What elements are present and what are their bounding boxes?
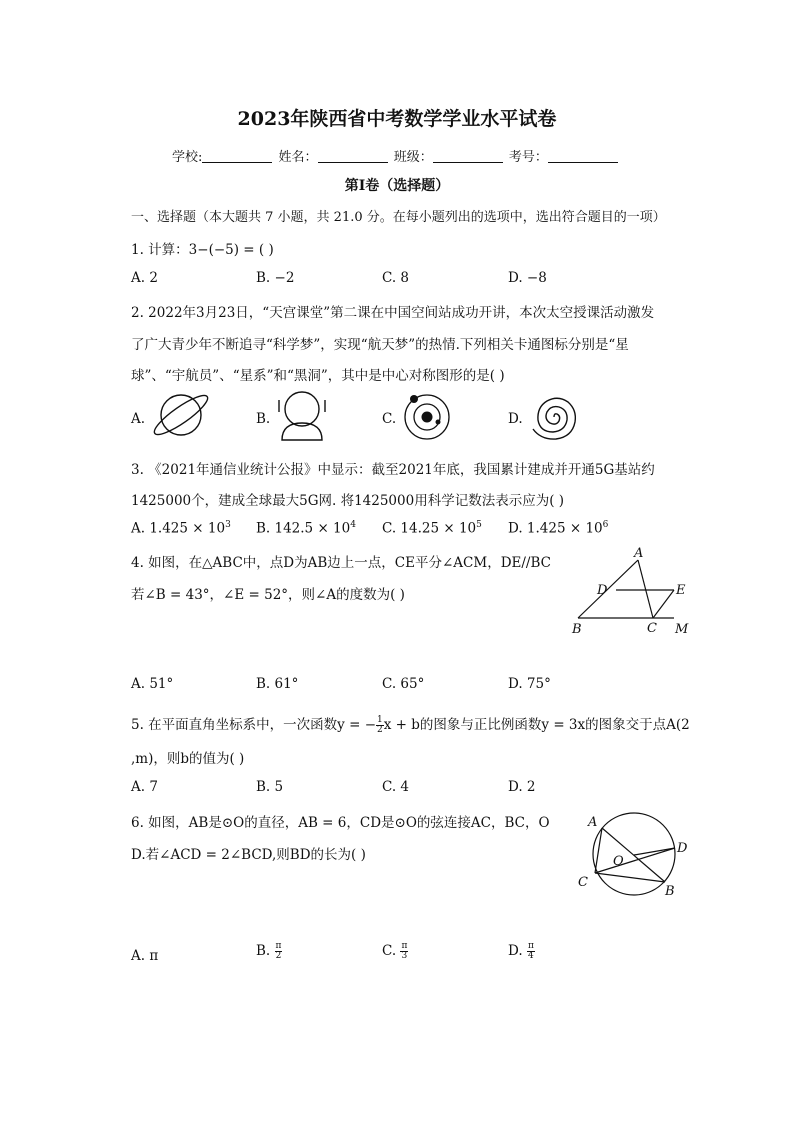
question-2-line-1: 2. 2022年3月23日，“天宫课堂”第二课在中国空间站成功开讲，本次太空授课活动激发 xyxy=(131,305,655,321)
q3-option-a-text: A. 1.425 × 10 xyxy=(131,520,226,537)
q2-option-a-label[interactable]: A. xyxy=(131,411,146,427)
question-3-line-2: 1425000个，建成全球最大5G网. 将1425000用科学记数法表示应为( ) xyxy=(131,493,565,509)
chord-bc xyxy=(595,873,665,882)
label-a: A xyxy=(634,546,644,561)
q6-option-b-label: B. xyxy=(256,943,271,959)
q5-option-b[interactable]: B. 5 xyxy=(256,779,284,795)
astronaut-icon[interactable] xyxy=(272,390,332,442)
diameter-ab xyxy=(602,828,665,882)
q3-option-c-exponent: 5 xyxy=(476,520,482,530)
question-2-line-3: 球”、“宇航员”、“星系”和“黑洞”，其中是中心对称图形的是( ) xyxy=(131,368,505,384)
q1-option-a[interactable]: A. 2 xyxy=(131,270,158,286)
triangle-figure xyxy=(566,548,696,638)
q2-option-c-label[interactable]: C. xyxy=(382,411,397,427)
q3-option-b-text: B. 142.5 × 10 xyxy=(256,520,351,537)
line-ba xyxy=(578,560,638,618)
class-label: 班级： xyxy=(393,150,433,165)
label-c: C xyxy=(647,621,657,636)
exam-title: 2023年陕西省中考数学学业水平试卷 xyxy=(237,108,557,130)
q3-option-d[interactable] xyxy=(508,520,608,537)
q3-option-b[interactable] xyxy=(256,520,356,537)
name-label: 姓名： xyxy=(278,150,318,165)
question-5-line-2: ,m)，则b的值为( ) xyxy=(131,751,245,767)
black-hole-icon[interactable] xyxy=(528,392,580,442)
q6-option-b-denominator: 2 xyxy=(275,951,282,961)
q5-fraction xyxy=(376,716,384,735)
q6-option-d-label: D. xyxy=(508,943,523,959)
q6-option-d[interactable] xyxy=(508,942,535,961)
exam-number-label: 考号： xyxy=(508,150,548,165)
label-c: C xyxy=(578,875,588,890)
question-3-line-1: 3. 《2021年通信业统计公报》中显示：截至2021年底，我国累计建成并开通5G基站约 xyxy=(131,462,655,478)
student-info-line xyxy=(172,146,620,165)
q3-option-d-exponent: 6 xyxy=(602,520,609,530)
label-e: E xyxy=(676,583,686,598)
q2-option-d-label[interactable]: D. xyxy=(508,411,523,427)
q5-option-d[interactable]: D. 2 xyxy=(508,779,536,795)
q6-option-c-fraction xyxy=(400,942,408,961)
line-ce xyxy=(653,590,674,618)
question-1-stem: 1. 计算：3−(−5) = ( ) xyxy=(131,242,274,258)
label-a: A xyxy=(588,815,598,830)
q5-fraction-denominator: 2 xyxy=(377,725,383,735)
q6-option-c-denominator: 3 xyxy=(401,951,408,961)
exam-number-blank[interactable] xyxy=(548,150,618,163)
q3-option-d-text: D. 1.425 × 10 xyxy=(508,520,603,537)
circle-figure xyxy=(576,808,696,906)
line-ac xyxy=(638,560,653,618)
label-d: D xyxy=(677,841,688,856)
question-6-line-1: 6. 如图，AB是⊙O的直径，AB = 6，CD是⊙O的弦连接AC，BC，O xyxy=(131,815,550,831)
q4-option-c[interactable]: C. 65° xyxy=(382,676,425,692)
q3-option-a[interactable] xyxy=(131,520,231,537)
q3-option-a-exponent: 3 xyxy=(225,520,231,530)
chord-ac xyxy=(595,828,602,873)
q5-fraction-numerator: 1 xyxy=(377,715,383,725)
planet-icon[interactable] xyxy=(148,390,214,440)
q6-option-b-numerator: π xyxy=(275,941,282,951)
part-heading: 一、选择题（本大题共 7 小题，共 21.0 分。在每小题列出的选项中，选出符合题目的一项） xyxy=(131,210,666,225)
galaxy-icon[interactable] xyxy=(402,392,452,442)
q4-option-b[interactable]: B. 61° xyxy=(256,676,299,692)
question-2-line-2: 了广大青少年不断追寻“科学梦”，实现“航天梦”的热情.下列相关卡通图标分别是“星 xyxy=(131,337,629,353)
q6-option-b[interactable] xyxy=(256,942,282,961)
class-blank[interactable] xyxy=(433,150,503,163)
q4-option-d[interactable]: D. 75° xyxy=(508,676,551,692)
chord-cd xyxy=(595,848,675,873)
q6-option-d-numerator: π xyxy=(527,941,534,951)
q6-option-b-fraction xyxy=(275,942,283,961)
q4-option-a[interactable]: A. 51° xyxy=(131,676,174,692)
q6-option-c-label: C. xyxy=(382,943,397,959)
q1-option-d[interactable]: D. −8 xyxy=(508,270,547,286)
school-label: 学校: xyxy=(172,150,203,165)
circle-o xyxy=(593,813,675,895)
q5-option-a[interactable]: A. 7 xyxy=(131,779,158,795)
q3-option-b-exponent: 4 xyxy=(350,520,356,530)
q2-option-b-label[interactable]: B. xyxy=(256,411,271,427)
q5-option-c[interactable]: C. 4 xyxy=(382,779,410,795)
label-o: O xyxy=(613,854,624,869)
label-m: M xyxy=(675,622,689,637)
label-b: B xyxy=(665,884,675,899)
school-blank[interactable] xyxy=(202,150,272,163)
question-4-line-2: 若∠B = 43°，∠E = 52°，则∠A的度数为( ) xyxy=(131,587,405,603)
q3-option-c-text: C. 14.25 × 10 xyxy=(382,520,477,537)
name-blank[interactable] xyxy=(318,150,388,163)
q6-option-d-fraction xyxy=(527,942,535,961)
question-6-line-2: D.若∠ACD = 2∠BCD,则BD的长为( ) xyxy=(131,847,366,863)
label-b: B xyxy=(572,622,582,637)
q6-option-c-numerator: π xyxy=(401,941,408,951)
q6-option-d-denominator: 4 xyxy=(528,951,534,961)
question-5-line-1 xyxy=(131,713,690,735)
q1-option-c[interactable]: C. 8 xyxy=(382,270,410,286)
q6-option-a[interactable]: A. π xyxy=(131,948,159,964)
section-title: 第I卷（选择题） xyxy=(344,178,450,194)
q5-text-b: x + b的图象与正比例函数y = 3x的图象交于点A(2 xyxy=(383,717,690,733)
q5-text-a: 5. 在平面直角坐标系中，一次函数y = − xyxy=(131,717,377,733)
q6-option-c[interactable] xyxy=(382,942,408,961)
label-d: D xyxy=(597,583,608,598)
q1-option-b[interactable]: B. −2 xyxy=(256,270,295,286)
q3-option-c[interactable] xyxy=(382,520,482,537)
question-4-line-1: 4. 如图，在△ABC中，点D为AB边上一点，CE平分∠ACM，DE//BC xyxy=(131,555,551,571)
